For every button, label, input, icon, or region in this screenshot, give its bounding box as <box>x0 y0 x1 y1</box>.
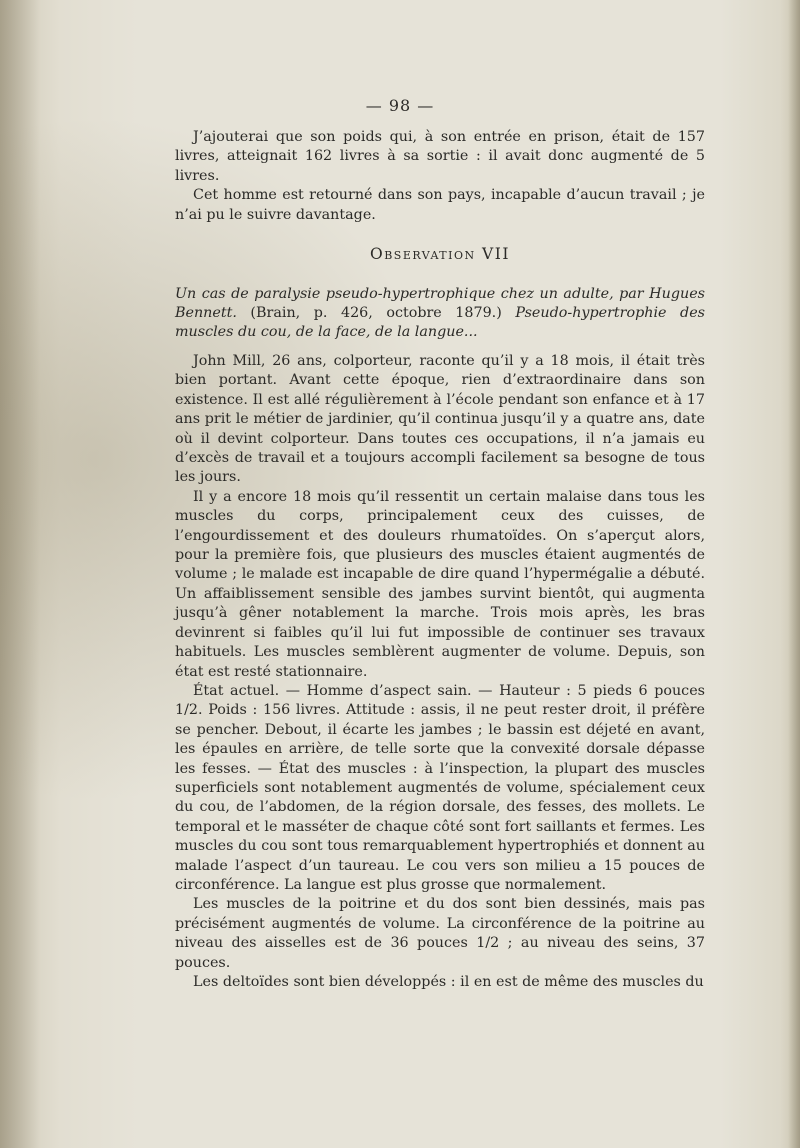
case-paragraph-4: Les muscles de la poitrine et du dos sont bien dessinés, mais pas précisément augmentés de volume. La circonférence de la poitrine au niveau des aisselles est de 36 pouces 1/2 ; au niveau des seins, 37 pouces. <box>175 896 705 971</box>
citation-subtitle: Pseudo-hypertrophie des muscles du cou, de la face, de la langue... <box>175 305 705 340</box>
case-paragraph-5: Les deltoïdes sont bien développés : il en est de même des muscles du <box>193 974 704 990</box>
page-gutter-shadow <box>0 0 40 1148</box>
case-paragraph-3: État actuel. — Homme d’aspect sain. — Hauteur : 5 pieds 6 pouces 1/2. Poids : 156 livres. Attitude : assis, il ne peut rester droit, il préfère se pencher. Debout, il écarte les jambes ; le bassin est déjeté en avant, les épaules en arrière, de telle sorte que la convexité dorsale dépasse les fesses. — État des muscles : à l’inspection, la plupart des muscles superficiels sont notablement augmentés de volume, spécialement ceux du cou, de l’abdomen, de la région dorsale, des fesses, des mollets. Le temporal et le masséter de chaque côté sont fort saillants et fermes. Les muscles du cou sont tous remarquablement hypertrophiés et donnent au malade l’aspect d’un taureau. Le cou vers son milieu a 15 pouces de circonférence. La langue est plus grosse que normalement. <box>175 682 705 893</box>
citation-paragraph <box>175 285 705 342</box>
case-paragraph-1: John Mill, 26 ans, colporteur, raconte qu’il y a 18 mois, il était très bien portant. Avant cette époque, rien d’extraordinaire dans son existence. Il est allé régulièrement à l’école pendant son enfance et à 17 ans prit le métier de jardinier, qu’il continua jusqu’il y a quatre ans, date où il devint colporteur. Dans toutes ces occupations, il n’a jamais eu d’excès de travail et a toujours accompli facilement sa besogne de tous les jours. <box>175 353 705 486</box>
page-edge-shadow <box>788 0 800 1148</box>
observation-heading: Observation VII <box>370 245 510 263</box>
intro-text-block <box>175 128 705 225</box>
citation-article-title: Un cas de paralysie pseudo-hypertrophique chez un adulte, par Hugues Bennett. <box>175 286 705 321</box>
case-text-block <box>175 352 705 992</box>
page-number: — 98 — <box>365 96 435 115</box>
intro-paragraph-1: J’ajouterai que son poids qui, à son entrée en prison, était de 157 livres, atteignait 162 livres à sa sortie : il avait donc augmenté de 5 livres. <box>175 129 705 184</box>
citation-source: (Brain, p. 426, octobre 1879.) <box>236 305 516 321</box>
case-paragraph-2: Il y a encore 18 mois qu’il ressentit un certain malaise dans tous les muscles du corps, principalement ceux des cuisses, de l’engourdissement et des douleurs rhumatoïdes. On s’aperçut alors, pour la première fois, que plusieurs des muscles étaient augmentés de volume ; le malade est incapable de dire quand l’hypermégalie a débuté. Un affaiblissement sensible des jambes survint bientôt, qui augmenta jusqu’à gêner notablement la marche. Trois mois après, les bras devinrent si faibles qu’il lui fut impossible de continuer ses travaux habituels. Les muscles semblèrent augmenter de volume. Depuis, son état est resté stationnaire. <box>175 488 705 680</box>
observation-citation <box>175 285 705 342</box>
intro-paragraph-2: Cet homme est retourné dans son pays, incapable d’aucun travail ; je n’ai pu le suivre davantage. <box>175 187 705 223</box>
